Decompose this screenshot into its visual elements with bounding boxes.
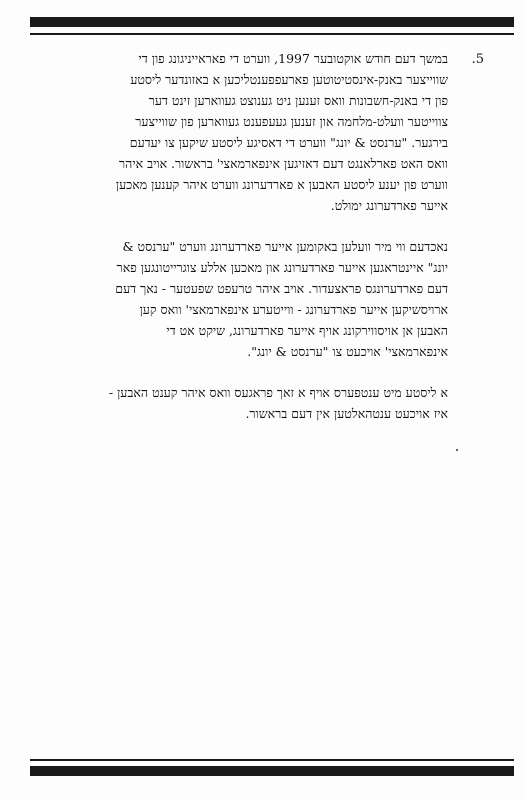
text-line: אינפארמאצי' אויכעט צו "ערנסט & יונג". xyxy=(247,344,448,359)
text-line: האבען אן אויסווירקונג אויף אייער פארדערונג, שיקט אט די xyxy=(166,323,448,338)
paragraph-1 xyxy=(53,48,448,216)
text-line: איז אויכעט ענטהאלטען אין דעם בראשור. xyxy=(245,406,448,421)
text-line: דעם פארדערונגס פראצעדור. אויב איהר טרעפט שפעטער - נאך דעם xyxy=(115,281,448,296)
text-line: וואס האט פארלאנגט דעם דאזיגען אינפארמאצי' בראשור. אויב איהר xyxy=(118,156,448,171)
text-line: במשך דעם חודש אוקטובער 1997, ווערט די פאראייניגונג פון די xyxy=(138,51,448,66)
text-line: ווערט פון יענע ליסטע האבען א פארדערונג ווערט איהר קענען מאכען xyxy=(115,177,448,192)
text-line: צווייטער וועלט-מלחמה און זענען געעפענט געווארען פון שווייצער xyxy=(135,114,448,129)
text-line: נאכדעם ווי מיר וועלען באקומען אייער פארדערונג ווערט "ערנסט & xyxy=(122,239,448,254)
bottom-thin-rule xyxy=(30,759,514,761)
document-body xyxy=(53,48,448,444)
item-number: .5 xyxy=(471,52,484,67)
bottom-thick-rule xyxy=(30,766,514,776)
text-line: בירגער. "ערנסט & יונג" ווערט די דאסיגע ליסטע שיקען צו יעדעם xyxy=(129,135,448,150)
text-line: אייער פארדערונג ימולט. xyxy=(330,198,448,213)
paragraph-3 xyxy=(53,382,448,424)
text-line: שווייצער באנק-אינסטיטוטען פארעפפענטליכען א באזונדער ליסטע xyxy=(130,72,448,87)
text-line: פון די באנק-חשבונות וואס זענען ניט גענוצט געווארען זינט דער xyxy=(148,93,448,108)
top-thick-rule xyxy=(30,17,514,27)
top-thin-rule xyxy=(30,33,514,35)
paragraph-2 xyxy=(53,236,448,362)
stray-mark xyxy=(456,449,458,451)
text-line: יונג" איינטראגען אייער פארדערונג און מאכען אללע צוגרייטונגען פאר xyxy=(116,260,448,275)
text-line: א ליסטע מיט ענטפערס אויף א זאך פראגעס וואס איהר קענט האבען - xyxy=(108,385,448,400)
text-line: ארויסשיקען אייער פארדערונג - ווייטערע אינפארמאצי' וואס קען xyxy=(139,302,448,317)
